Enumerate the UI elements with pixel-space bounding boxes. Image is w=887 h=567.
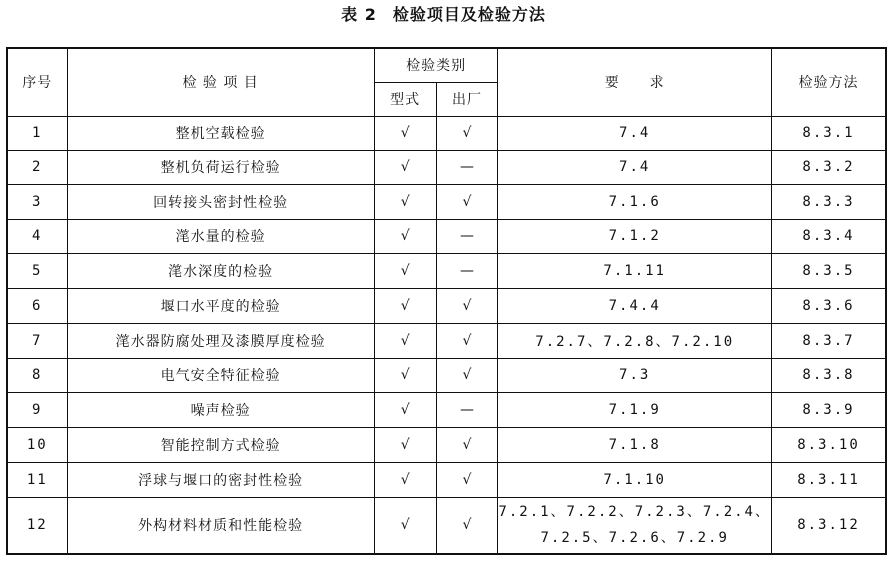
row-factory-test-mark: √: [436, 116, 498, 150]
row-factory-test-mark: √: [436, 427, 498, 462]
row-item: 整机空载检验: [67, 116, 374, 150]
table-row: [7, 497, 886, 554]
row-requirement: 7.1.11: [498, 253, 772, 288]
row-item: 滗水量的检验: [67, 219, 374, 253]
header-method: 检验方法: [771, 48, 886, 116]
table-row: [7, 288, 886, 323]
row-type-test-mark: √: [374, 358, 436, 392]
table-body: [7, 116, 886, 554]
row-method: 8.3.9: [771, 392, 886, 427]
row-seq: 4: [7, 219, 67, 253]
row-method: 8.3.8: [771, 358, 886, 392]
row-item: 噪声检验: [67, 392, 374, 427]
row-type-test-mark: √: [374, 116, 436, 150]
row-factory-test-mark: √: [436, 497, 498, 554]
table-row: [7, 462, 886, 497]
row-type-test-mark: √: [374, 427, 436, 462]
row-method: 8.3.10: [771, 427, 886, 462]
table-row: [7, 219, 886, 253]
row-requirement: 7.4: [498, 150, 772, 184]
row-item: 整机负荷运行检验: [67, 150, 374, 184]
row-method: 8.3.1: [771, 116, 886, 150]
row-factory-test-mark: —: [436, 150, 498, 184]
row-type-test-mark: √: [374, 497, 436, 554]
row-item: 智能控制方式检验: [67, 427, 374, 462]
row-factory-test-mark: √: [436, 358, 498, 392]
row-requirement: 7.4.4: [498, 288, 772, 323]
requirement-line: 7.2.5、7.2.6、7.2.9: [540, 530, 729, 547]
row-type-test-mark: √: [374, 323, 436, 358]
table-caption: [0, 2, 887, 28]
row-seq: 6: [7, 288, 67, 323]
row-type-test-mark: √: [374, 462, 436, 497]
row-item: 外构材料材质和性能检验: [67, 497, 374, 554]
table-row: [7, 323, 886, 358]
row-type-test-mark: √: [374, 288, 436, 323]
row-seq: 5: [7, 253, 67, 288]
header-factory-test: 出厂: [436, 82, 498, 116]
header-item: 检 验 项 目: [67, 48, 374, 116]
row-item: 电气安全特征检验: [67, 358, 374, 392]
row-factory-test-mark: √: [436, 323, 498, 358]
row-factory-test-mark: √: [436, 462, 498, 497]
row-requirement: 7.3: [498, 358, 772, 392]
row-seq: 8: [7, 358, 67, 392]
row-method: 8.3.4: [771, 219, 886, 253]
row-item: 滗水器防腐处理及漆膜厚度检验: [67, 323, 374, 358]
row-method: 8.3.6: [771, 288, 886, 323]
table-row: [7, 253, 886, 288]
row-item: 浮球与堰口的密封性检验: [67, 462, 374, 497]
row-seq: 1: [7, 116, 67, 150]
row-factory-test-mark: —: [436, 219, 498, 253]
row-seq: 3: [7, 184, 67, 219]
row-type-test-mark: √: [374, 184, 436, 219]
row-seq: 10: [7, 427, 67, 462]
table-header: [7, 48, 886, 116]
header-category: 检验类别: [374, 48, 498, 82]
row-method: 8.3.5: [771, 253, 886, 288]
row-type-test-mark: √: [374, 219, 436, 253]
row-requirement: [498, 497, 772, 554]
row-type-test-mark: √: [374, 392, 436, 427]
inspection-table: [6, 47, 887, 555]
header-requirement: 要 求: [498, 48, 772, 116]
table-row: [7, 427, 886, 462]
row-seq: 11: [7, 462, 67, 497]
table-number: 表 2: [341, 5, 377, 24]
table-row: [7, 184, 886, 219]
header-seq: 序号: [7, 48, 67, 116]
row-seq: 12: [7, 497, 67, 554]
row-seq: 2: [7, 150, 67, 184]
requirement-line: 7.2.1、7.2.2、7.2.3、7.2.4、: [498, 504, 771, 521]
row-factory-test-mark: —: [436, 253, 498, 288]
row-factory-test-mark: √: [436, 288, 498, 323]
table-row: [7, 116, 886, 150]
row-requirement: 7.1.6: [498, 184, 772, 219]
row-requirement: 7.1.8: [498, 427, 772, 462]
row-seq: 7: [7, 323, 67, 358]
row-factory-test-mark: √: [436, 184, 498, 219]
row-method: 8.3.7: [771, 323, 886, 358]
row-method: 8.3.12: [771, 497, 886, 554]
table-row: [7, 392, 886, 427]
row-requirement: 7.1.10: [498, 462, 772, 497]
row-item: 回转接头密封性检验: [67, 184, 374, 219]
row-requirement: 7.1.9: [498, 392, 772, 427]
row-requirement: 7.4: [498, 116, 772, 150]
row-seq: 9: [7, 392, 67, 427]
row-requirement: 7.1.2: [498, 219, 772, 253]
table-row: [7, 150, 886, 184]
row-requirement: 7.2.7、7.2.8、7.2.10: [498, 323, 772, 358]
row-type-test-mark: √: [374, 150, 436, 184]
header-type-test: 型式: [374, 82, 436, 116]
table-title: 检验项目及检验方法: [392, 5, 546, 24]
row-factory-test-mark: —: [436, 392, 498, 427]
table-row: [7, 358, 886, 392]
row-method: 8.3.11: [771, 462, 886, 497]
row-item: 滗水深度的检验: [67, 253, 374, 288]
row-type-test-mark: √: [374, 253, 436, 288]
row-item: 堰口水平度的检验: [67, 288, 374, 323]
row-method: 8.3.2: [771, 150, 886, 184]
row-method: 8.3.3: [771, 184, 886, 219]
